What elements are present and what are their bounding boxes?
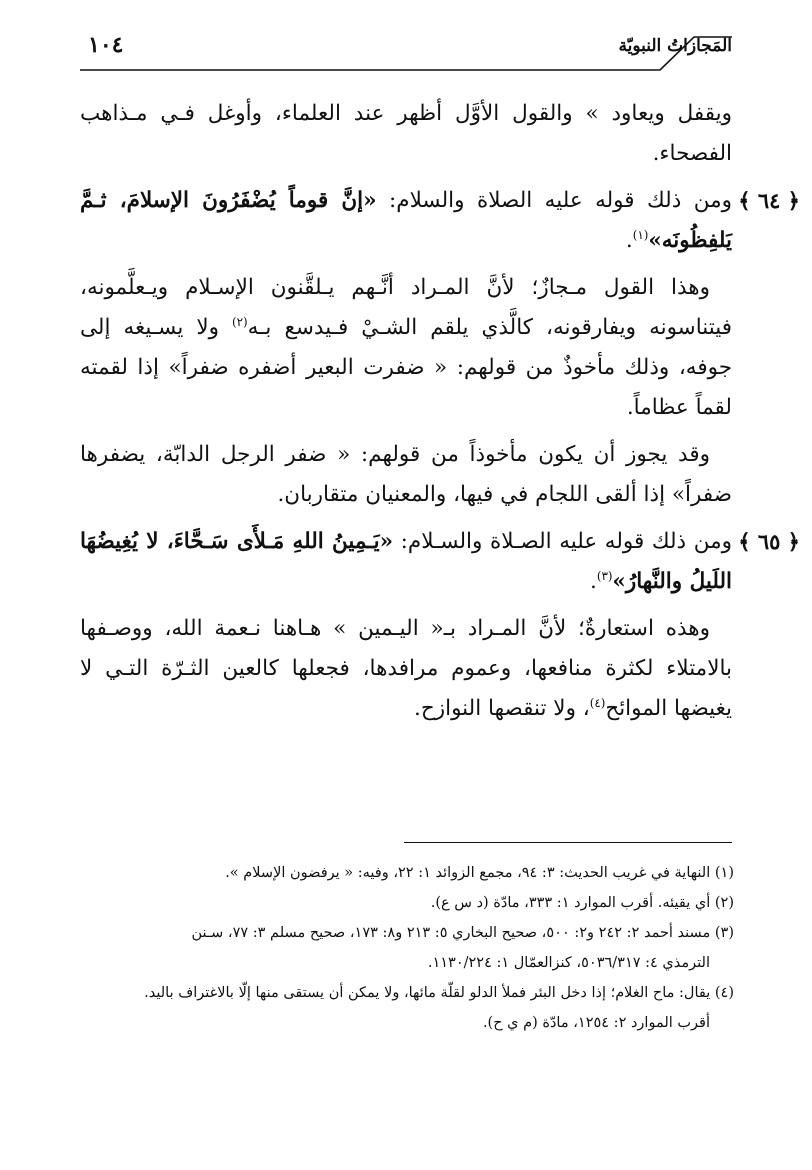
hadith-number-marker: ﴿ ٦٤ ﴾ <box>738 188 800 213</box>
footnote-ref: (٣) <box>596 568 613 583</box>
footnote-number: (٢) <box>714 895 734 911</box>
footnote-3 <box>80 918 734 948</box>
footnote-3-continuation: الترمذي ٤: ٥٠٣٦/٣١٧، كنزالعمّال ١: ١١٣٠/٢٢٤. <box>427 955 710 971</box>
footnote-4-continuation: أقرب الموارد ٢: ١٢٥٤، مادّة (م ي ح). <box>482 1015 710 1031</box>
page-number: ١٠٤ <box>88 32 124 58</box>
main-text <box>80 94 800 736</box>
hadith-intro: ومن ذلك قوله عليه الصـلاة والسـلام: <box>400 529 733 554</box>
commentary-text-continued: ، ولا تنقصها النوازح. <box>414 696 590 721</box>
commentary-paragraph <box>80 609 732 729</box>
running-header <box>80 22 732 77</box>
footnote-separator <box>404 842 732 843</box>
commentary-text-continued: ولا يسـيغه إلى جوفه، وذلك مأخوذٌ من قولهم: « ضفرت البعير أضفره ضفراً» إذا لقمته لقماً عظاماً. <box>80 315 732 420</box>
book-title: المَجازاتُ النبويّة <box>618 36 732 56</box>
footnote-ref: (٢) <box>232 314 248 329</box>
footnote-number: (٣) <box>714 925 734 941</box>
footnote-text: أي يقيئه. أقرب الموارد ١: ٣٣٣، مادّة (د س ع). <box>430 895 711 911</box>
footnote-text: مسند أحمد ٢: ٢٤٢ و٢: ٥٠٠، صحيح البخاري ٥: ٢١٣ و٨: ١٧٣، صحيح مسلم ٣: ٧٧، سـنن <box>191 925 711 941</box>
hadith-intro: ومن ذلك قوله عليه الصلاة والسلام: <box>389 188 732 213</box>
hadith-number-marker: ﴿ ٦٥ ﴾ <box>738 529 800 554</box>
footnote-number: (٤) <box>714 985 734 1001</box>
footnote-1 <box>80 858 734 888</box>
commentary-paragraph: وقد يجوز أن يكون مأخوذاً من قولهم: « ضفر الرجل الدابّة، يضفرها ضفراً» إذا ألقى اللجام في فيها، والمعنيان متقاربان. <box>80 442 732 507</box>
footnotes <box>80 858 734 1038</box>
hadith-65-paragraph: ﴿ ٦٥ ﴾ ومن ذلك قوله عليه الصـلاة والسـلام: «يَـمِينُ اللهِ مَـلأَى سَـحَّاءَ، لا يُغِيضُهَا اللَيلُ والنَّهارُ»$^{(٣)}$. <box>80 522 732 602</box>
hadith-text: «يَـمِينُ اللهِ مَـلأَى سَـحَّاءَ، لا يُغِيضُهَا اللَيلُ والنَّهارُ» <box>80 529 732 594</box>
footnote-ref: (٤) <box>589 695 606 710</box>
footnote-number: (١) <box>714 865 734 881</box>
hadith-64-paragraph: ﴿ ٦٤ ﴾ ومن ذلك قوله عليه الصلاة والسلام: «إنَّ قوماً يُضْفَرُونَ الإسلامَ، ثـمَّ يَلفِظُونَه»$^{(١)}$. <box>80 181 732 261</box>
footnote-text: النهاية في غريب الحديث: ٣: ٩٤، مجمع الزوائد ١: ٢٢، وفيه: « يرفضون الإسلام ». <box>225 865 711 881</box>
commentary-paragraph <box>80 268 732 428</box>
carry-over-paragraph: ويقفل ويعاود » والقول الأوَّل أظهر عند العلماء، وأوغل فـي مـذاهب الفصحاء. <box>80 101 732 166</box>
hadith-text: «إنَّ قوماً يُضْفَرُونَ الإسلامَ، ثـمَّ يَلفِظُونَه» <box>80 188 732 253</box>
footnote-ref: (١) <box>632 227 649 242</box>
footnote-2 <box>80 888 734 918</box>
footnote-4 <box>80 978 734 1008</box>
footnote-text: يقال: ماح الغلام؛ إذا دخل البئر فملأ الدلو لقلّة مائها، ولا يمكن أن يستقى منها إلّا بالاغتراف باليد. <box>144 985 711 1001</box>
commentary-text: وهذه استعارةٌ؛ لأنَّ المـراد بـ« اليـمين » هـاهنا نـعمة الله، ووصـفها بالامتلاء لكثرة منافعها، وعموم مرافدها، فجعلها كالعين الثـرّة التـي لا يغيضها الموائح <box>80 616 732 721</box>
commentary-text: وهذا القول مـجازٌ؛ لأنَّ المـراد أنَّـهم يـلقَّنون الإسـلام ويـعلَّمونه، فيتناسونه ويفارقونه، كالَّذي يلقم الشـيْ فـيدسع بـه <box>80 275 732 340</box>
